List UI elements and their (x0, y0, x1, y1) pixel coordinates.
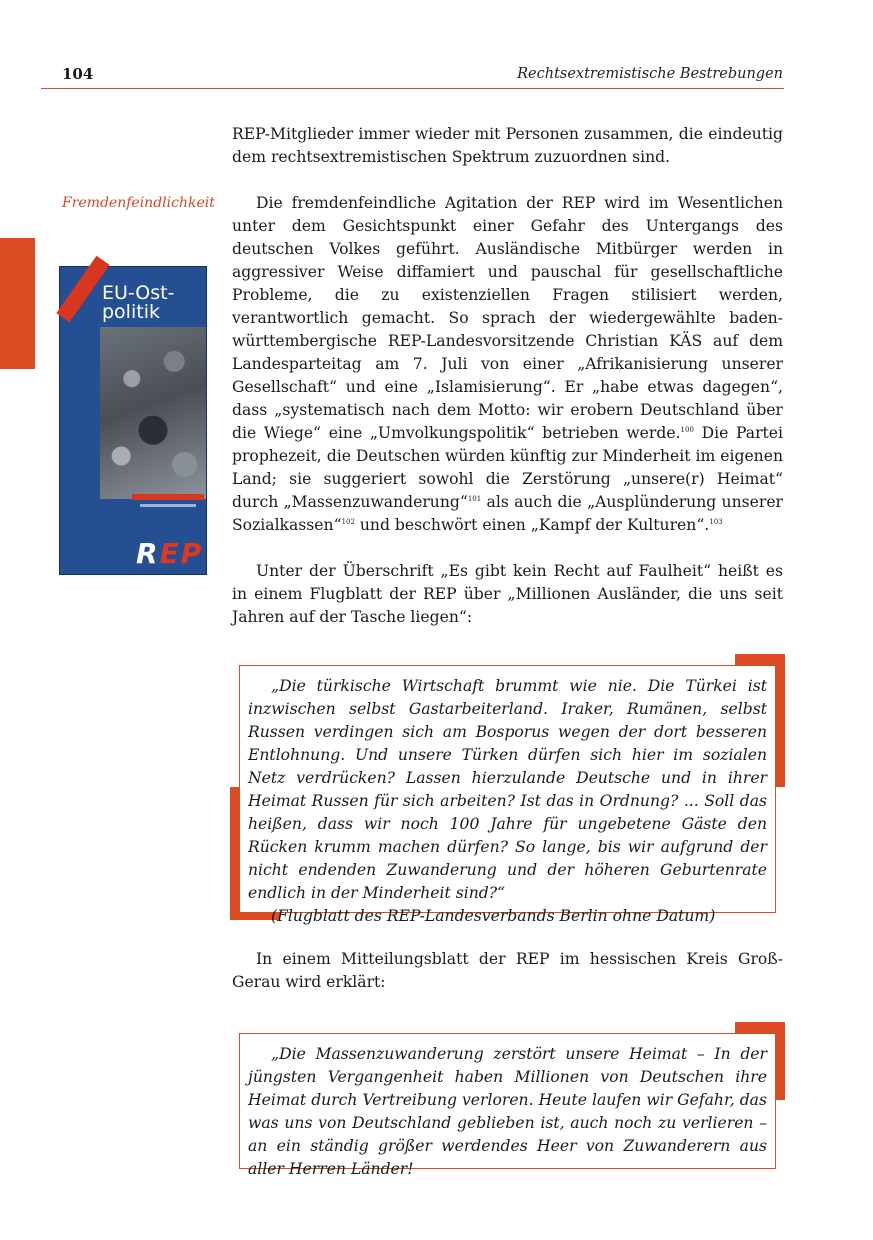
side-accent-bar (0, 238, 35, 369)
paragraph-text (232, 192, 783, 537)
text-run: und beschwört einen „Kampf der Kulturen“. (354, 516, 710, 534)
cover-photo (100, 327, 206, 499)
cover-title (102, 284, 206, 322)
quote-text: „Die Massenzuwanderung zerstört unsere Heimat – In der jüngsten Vergangenheit haben Millionen von Deutschen ihre Heimat durch Vertreibung verloren. Heute laufen wir Gefahr, das was uns von Deutschland geblieben ist, auch noch zu verlieren – an ein ständig größer werdendes Heer von Zuwanderern aus aller Herren Länder! (248, 1045, 767, 1178)
text-run: Die Partei prophezeit, die Deutschen würden künftig zur Minderheit im eigenen Land; sie suggeriert sowohl die Zerstörung „unsere(r) Heimat“ durch „Massenzuwanderung“ (232, 424, 784, 511)
body-paragraph-2 (232, 192, 783, 537)
cover-logo-ep: EP (159, 537, 204, 570)
paragraph-text: In einem Mitteilungsblatt der REP im hessischen Kreis Groß-Gerau wird erklärt: (232, 950, 783, 991)
cover-image (59, 266, 207, 837)
running-title: Rechtsextremistische Bestrebungen (517, 66, 783, 82)
cover-vertical-text: REPUBLIKANER (65, 597, 94, 837)
quote-box-2 (239, 1033, 776, 1178)
footnote-ref[interactable]: 100 (680, 426, 694, 434)
footnote-ref[interactable]: 103 (709, 518, 723, 526)
text-run: als auch die „Ausplünderung unserer Sozialkassen“ (232, 493, 784, 534)
header-rule (41, 88, 784, 89)
text-run: Die fremdenfeindliche Agitation der REP wird im Wesentlichen unter dem Gesichtspunkt einer Gefahr des Untergangs des deutschen Volkes geführt. Ausländische Mitbürger werden in aggressiver Weise diffamiert und pauschal für gesellschaftliche Probleme, die zu existenziellen Fragen stilisiert werden, verantwortlich gemacht. So sprach der wiedergewählte baden-württembergische REP-Landesvorsitzende Christian KÄS auf dem Landesparteitag am 7. Juli von einer „Afrikanisierung unserer Gesellschaft“ und eine „Islamisierung“. Er „habe etwas dagegen“, dass „systematisch nach dem Motto: wir erobern Deutschland über die Wiege“ eine „Umvolkungspolitik“ betrieben werde. (232, 194, 783, 442)
body-paragraph-1 (232, 123, 783, 169)
paragraph-text: REP-Mitglieder immer wieder mit Personen zusammen, die eindeutig dem rechtsextremistischen Spektrum zuzuordnen sind. (232, 125, 783, 166)
body-paragraph-4 (232, 948, 783, 994)
cover-logo (136, 537, 203, 570)
body-paragraph-3 (232, 560, 783, 629)
footnote-ref[interactable]: 102 (341, 518, 355, 526)
cover-title-line2: politik (102, 301, 160, 323)
cover-logo-r: R (136, 537, 160, 570)
cover-red-text (132, 494, 204, 500)
cover-small-text (140, 504, 196, 507)
paragraph-text: Unter der Überschrift „Es gibt kein Recht auf Faulheit“ heißt es in einem Flugblatt der REP über „Millionen Ausländer, die uns seit Jahren auf der Tasche liegen“: (232, 562, 783, 626)
quote-source: (Flugblatt des REP-Landesverbands Berlin ohne Datum) (271, 907, 716, 925)
footnote-ref[interactable]: 101 (467, 495, 482, 503)
page-number: 104 (62, 65, 94, 83)
cover-title-line1: EU-Ost- (102, 282, 175, 304)
margin-note: Fremdenfeindlichkeit (62, 195, 215, 211)
quote-text: „Die türkische Wirtschaft brummt wie nie. Die Türkei ist inzwischen selbst Gastarbeiterland. Iraker, Rumänen, selbst Russen verdingen sich am Bosporus wegen der dort besseren Entlohnung. Und unsere Türken dürfen sich hier im sozialen Netz verdrücken? Lassen hierzulande Deutsche und in ihrer Heimat Russen für sich arbeiten? Ist das in Ordnung? ... Soll das heißen, dass wir noch 100 Jahre für ungebetene Gäste den Rücken krumm machen dürfen? So lange, bis wir aufgrund der nicht endenden Zuwanderung und der höheren Geburtenrate endlich in der Minderheit sind?“ (248, 677, 767, 902)
quote-box-1 (239, 665, 776, 925)
